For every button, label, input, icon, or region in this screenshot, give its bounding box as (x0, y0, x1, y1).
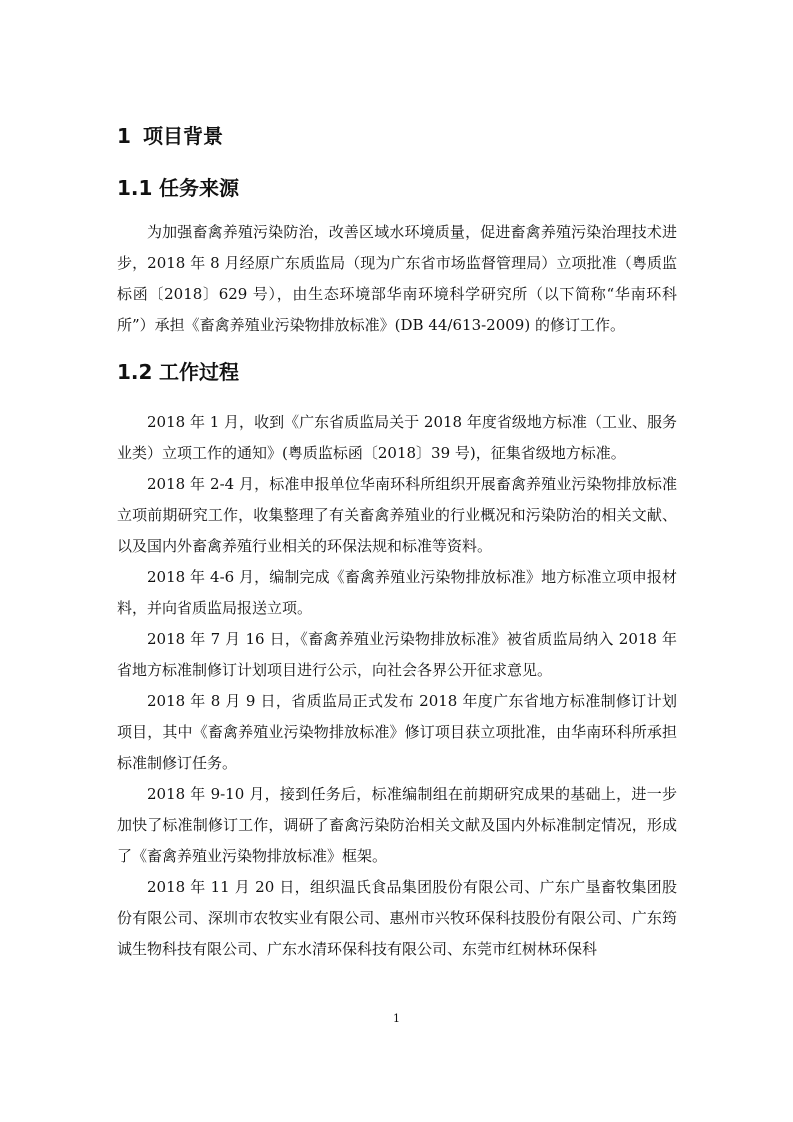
task-source-body (117, 217, 677, 341)
paragraph: 2018 年 11 月 20 日，组织温氏食品集团股份有限公司、广东广垦畜牧集团股份有限公司、深圳市农牧实业有限公司、惠州市兴牧环保科技股份有限公司、广东筠诚生物科技有限公司、广东水清环保科技有限公司、东莞市红树林环保科 (117, 878, 677, 958)
subsection-heading-work-process (117, 343, 677, 401)
section-heading (117, 113, 677, 159)
paragraph: 2018 年 4-6 月，编制完成《畜禽养殖业污染物排放标准》地方标准立项申报材料，并向省质监局报送立项。 (117, 568, 677, 617)
section-title: 项目背景 (143, 124, 223, 148)
subsection-heading-task-source (117, 159, 677, 217)
paragraph: 2018 年 2-4 月，标准申报单位华南环科所组织开展畜禽养殖业污染物排放标准立项前期研究工作，收集整理了有关畜禽养殖业的行业概况和污染防治的相关文献、以及国内外畜禽养殖行业相关的环保法规和标准等资料。 (117, 475, 677, 555)
work-process-body (117, 407, 677, 965)
subsection-number: 1.1 (117, 176, 153, 200)
paragraph: 2018 年 7 月 16 日，《畜禽养殖业污染物排放标准》被省质监局纳入 2018 年省地方标准制修订计划项目进行公示，向社会各界公开征求意见。 (117, 630, 677, 679)
page-content (117, 113, 677, 965)
section-number: 1 (117, 124, 131, 148)
subsection-title: 工作过程 (159, 360, 239, 384)
paragraph: 2018 年 1 月，收到《广东省质监局关于 2018 年度省级地方标准（工业、服务业类）立项工作的通知》(粤质监标函〔2018〕39 号)，征集省级地方标准。 (117, 413, 677, 462)
paragraph: 2018 年 9-10 月，接到任务后，标准编制组在前期研究成果的基础上，进一步加快了标准制修订工作，调研了畜禽污染防治相关文献及国内外标准制定情况，形成了《畜禽养殖业污染物排放标准》框架。 (117, 785, 677, 865)
paragraph: 为加强畜禽养殖污染防治，改善区域水环境质量，促进畜禽养殖污染治理技术进步，2018 年 8 月经原广东质监局（现为广东省市场监督管理局）立项批准（粤质监标函〔2018〕629 号），由生态环境部华南环境科学研究所（以下简称“华南环科所”）承担《畜禽养殖业污染物排放标准》(DB 44/613-2009) 的修订工作。 (117, 223, 677, 334)
subsection-title: 任务来源 (159, 176, 239, 200)
subsection-number: 1.2 (117, 360, 153, 384)
page-number: 1 (393, 1012, 400, 1025)
paragraph: 2018 年 8 月 9 日，省质监局正式发布 2018 年度广东省地方标准制修订计划项目，其中《畜禽养殖业污染物排放标准》修订项目获立项批准，由华南环科所承担标准制修订任务。 (117, 692, 677, 772)
